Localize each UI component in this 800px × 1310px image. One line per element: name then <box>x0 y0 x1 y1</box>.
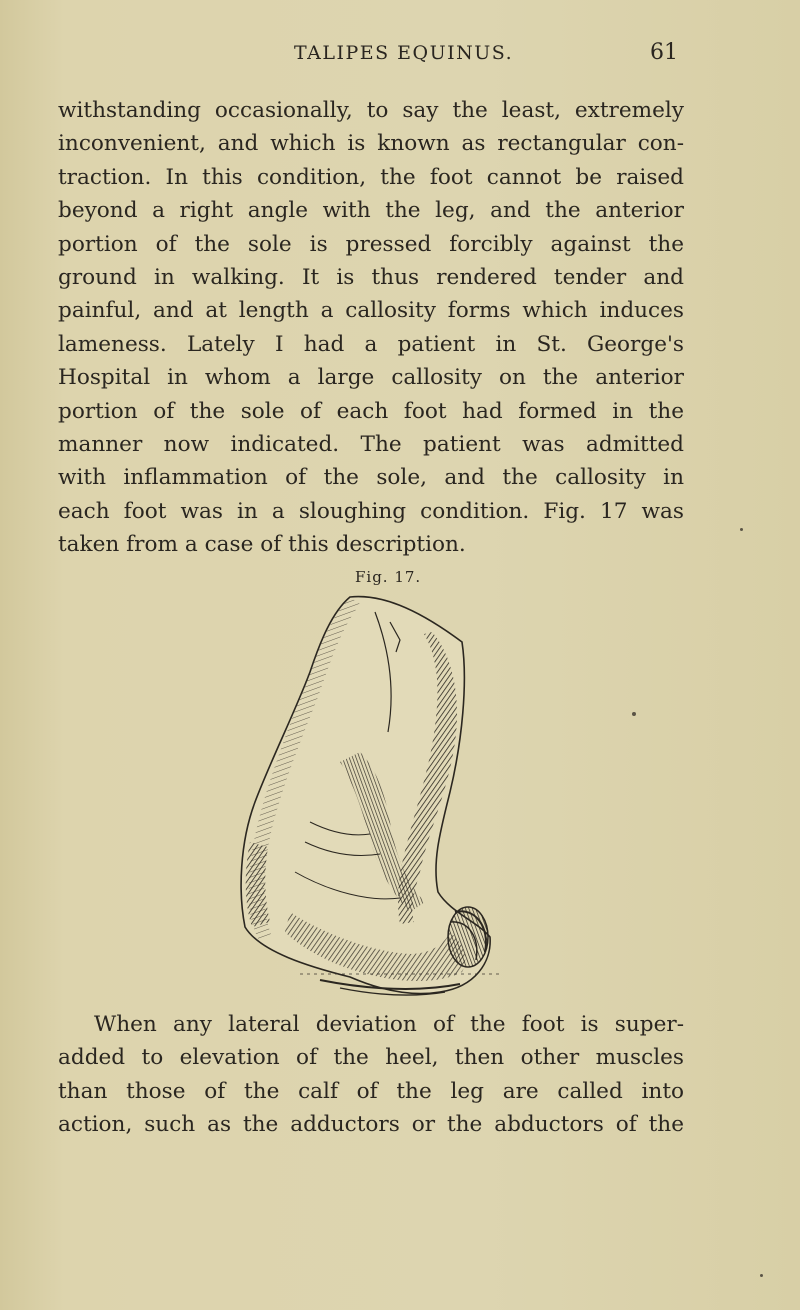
text-line: withstanding occasionally, to say the least, extremely <box>58 98 684 123</box>
text-line: taken from a case of this description. <box>58 532 466 558</box>
text-line: painful, and at length a callosity forms which induces <box>58 298 684 324</box>
text-line: each foot was in a sloughing condition. Fig. 17 was <box>58 498 684 524</box>
text-line: with inflammation of the sole, and the callosity in <box>58 465 684 491</box>
paragraph-2 <box>58 1008 684 1142</box>
figure-caption: Fig. 17. <box>355 568 422 586</box>
paragraph-1 <box>58 94 684 562</box>
paper-speck <box>632 712 636 716</box>
running-head: TALIPES EQUINUS. <box>294 42 514 64</box>
text-line: When any lateral deviation of the foot is super- <box>94 1012 684 1037</box>
text-line: portion of the sole of each foot had formed in the <box>58 398 684 424</box>
text-line: added to elevation of the heel, then other muscles <box>58 1045 684 1071</box>
text-line: beyond a right angle with the leg, and the anterior <box>58 198 684 224</box>
paper-speck <box>760 1274 763 1277</box>
text-line: than those of the calf of the leg are called into <box>58 1078 684 1104</box>
paper-speck <box>740 528 743 531</box>
text-line: traction. In this condition, the foot cannot be raised <box>58 164 684 190</box>
text-line: portion of the sole is pressed forcibly against the <box>58 231 684 257</box>
text-line: action, such as the adductors or the abductors of the <box>58 1112 684 1138</box>
text-line: Hospital in whom a large callosity on the anterior <box>58 365 684 391</box>
page-number: 61 <box>650 40 678 65</box>
page-header <box>0 40 800 70</box>
callosity <box>448 907 488 967</box>
text-line: ground in walking. It is thus rendered tender and <box>58 265 684 291</box>
text-line: lameness. Lately I had a patient in St. George's <box>58 331 684 357</box>
text-line: inconvenient, and which is known as rectangular con- <box>58 131 684 157</box>
text-line: manner now indicated. The patient was admitted <box>58 432 684 458</box>
foot-illustration <box>200 592 530 1002</box>
